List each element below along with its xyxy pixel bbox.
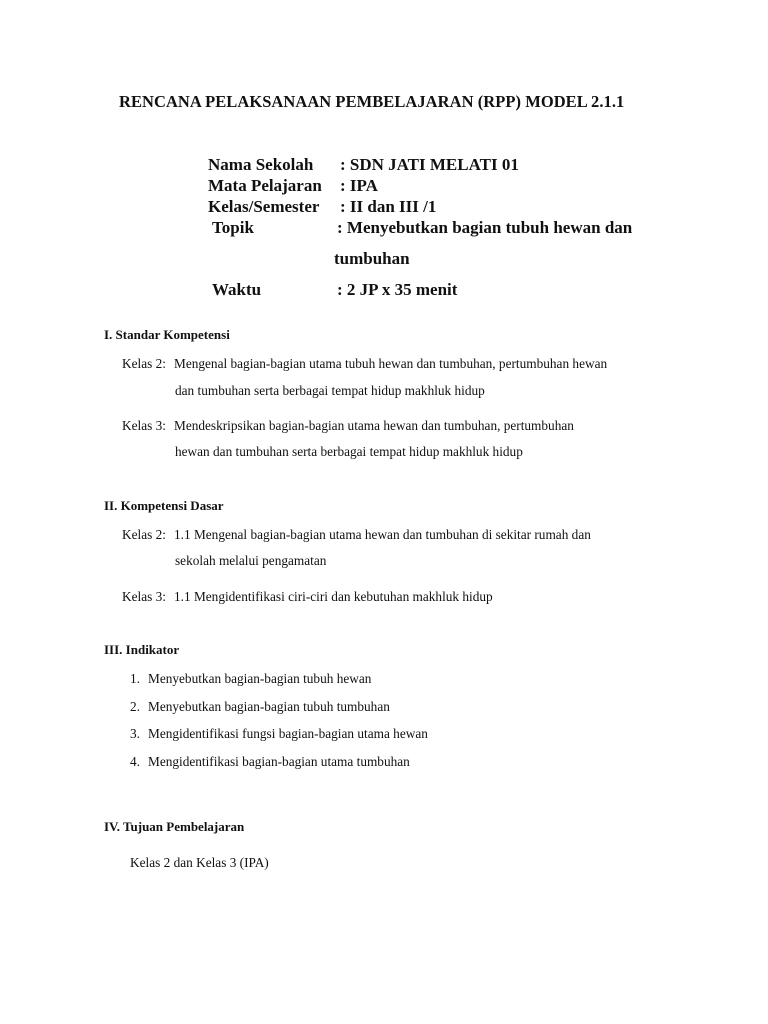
school-value: : SDN JATI MELATI 01 bbox=[340, 155, 519, 174]
sk-kelas3-text-cont: hewan dan tumbuhan serta berbagai tempat hidup makhluk hidup bbox=[175, 444, 523, 459]
topic-value-continued: tumbuhan bbox=[334, 249, 410, 268]
class-semester-label: Kelas/Semester bbox=[208, 197, 320, 216]
sk-kelas3-label: Kelas 3: bbox=[122, 418, 166, 433]
section-heading-kompetensi-dasar: II. Kompetensi Dasar bbox=[104, 498, 224, 513]
indikator-number: 3. bbox=[130, 726, 140, 741]
sk-kelas2-label: Kelas 2: bbox=[122, 356, 166, 371]
section-heading-tujuan-pembelajaran: IV. Tujuan Pembelajaran bbox=[104, 819, 245, 834]
kd-kelas3-text: 1.1 Mengidentifikasi ciri-ciri dan kebutuhan makhluk hidup bbox=[174, 589, 493, 604]
time-label: Waktu bbox=[212, 280, 262, 299]
tujuan-text: Kelas 2 dan Kelas 3 (IPA) bbox=[130, 855, 269, 870]
subject-label: Mata Pelajaran bbox=[208, 176, 322, 195]
sk-kelas2-text-cont: dan tumbuhan serta berbagai tempat hidup makhluk hidup bbox=[175, 383, 485, 398]
section-heading-indikator: III. Indikator bbox=[104, 642, 180, 657]
kd-kelas2-label: Kelas 2: bbox=[122, 527, 166, 542]
class-semester-value: : II dan III /1 bbox=[340, 197, 437, 216]
indikator-item: Menyebutkan bagian-bagian tubuh hewan bbox=[148, 671, 372, 686]
topic-label: Topik bbox=[212, 218, 254, 237]
sk-kelas2-text: Mengenal bagian-bagian utama tubuh hewan dan tumbuhan, pertumbuhan hewan bbox=[174, 356, 608, 371]
indikator-item: Mengidentifikasi bagian-bagian utama tumbuhan bbox=[148, 754, 410, 769]
kd-kelas2-text-cont: sekolah melalui pengamatan bbox=[175, 553, 327, 568]
section-heading-standar-kompetensi: I. Standar Kompetensi bbox=[104, 327, 230, 342]
kd-kelas3-label: Kelas 3: bbox=[122, 589, 166, 604]
indikator-number: 2. bbox=[130, 699, 140, 714]
indikator-item: Menyebutkan bagian-bagian tubuh tumbuhan bbox=[148, 699, 390, 714]
kd-kelas2-text: 1.1 Mengenal bagian-bagian utama hewan dan tumbuhan di sekitar rumah dan bbox=[174, 527, 591, 542]
indikator-item: Mengidentifikasi fungsi bagian-bagian utama hewan bbox=[148, 726, 428, 741]
subject-value: : IPA bbox=[340, 176, 378, 195]
time-value: : 2 JP x 35 menit bbox=[337, 280, 458, 299]
indikator-number: 1. bbox=[130, 671, 140, 686]
document-title: RENCANA PELAKSANAAN PEMBELAJARAN (RPP) MODEL 2.1.1 bbox=[119, 92, 625, 111]
topic-value: : Menyebutkan bagian tubuh hewan dan bbox=[337, 218, 633, 237]
school-label: Nama Sekolah bbox=[208, 155, 314, 174]
sk-kelas3-text: Mendeskripsikan bagian-bagian utama hewan dan tumbuhan, pertumbuhan bbox=[174, 418, 574, 433]
indikator-number: 4. bbox=[130, 754, 140, 769]
